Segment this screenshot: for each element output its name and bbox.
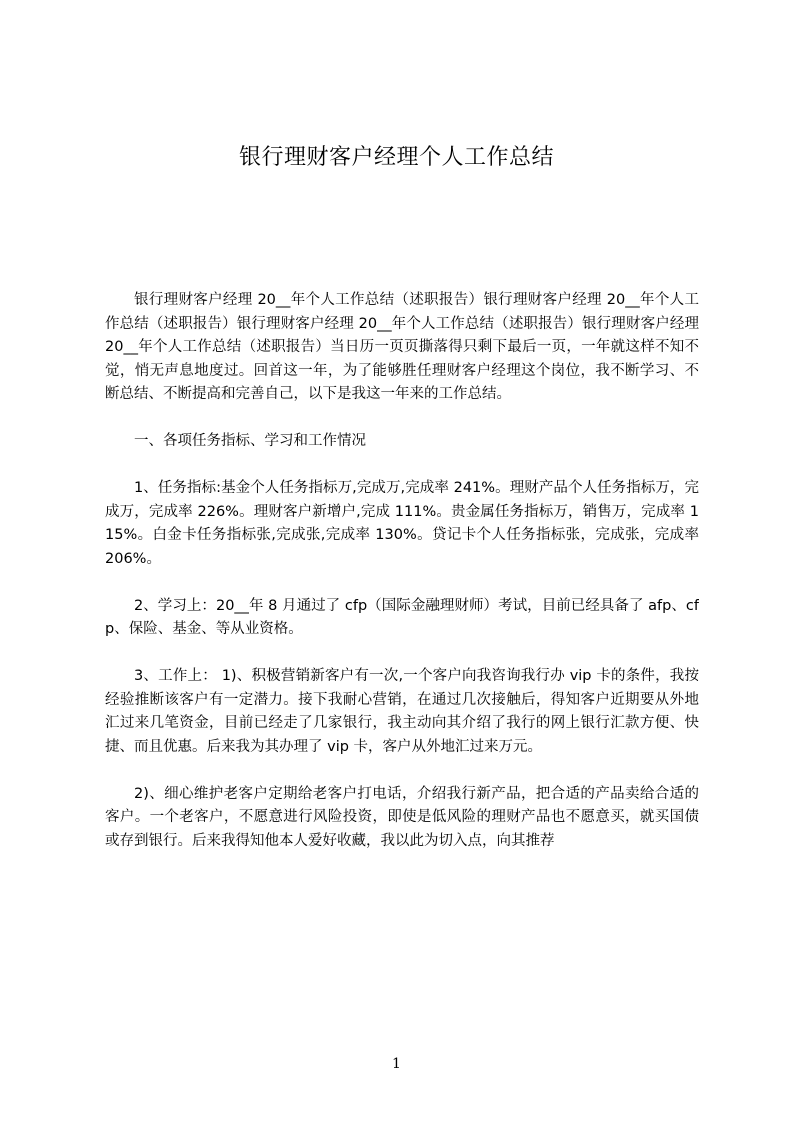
document-title: 银行理财客户经理个人工作总结 — [238, 145, 554, 170]
study-paragraph: 2、学习上：20__年 8 月通过了 cfp（国际金融理财师）考试，目前已经具备了 afp、cfp、保险、基金、等从业资格。 — [105, 597, 699, 637]
work-paragraph: 3、工作上： 1)、积极营销新客户有一次,一个客户向我咨询我行办 vip 卡的条件，我按经验推断该客户有一定潜力。接下我耐心营销，在通过几次接触后，得知客户近期要从外地汇过来几笔资金，目前已经走了几家银行，我主动向其介绍了我行的网上银行汇款方便、快捷、而且优惠。后来我为其办理了 vip 卡，客户从外地汇过来万元。 — [105, 668, 699, 755]
task-indicators-paragraph: 1、任务指标:基金个人任务指标万,完成万,完成率 241%。理财产品个人任务指标万，完成万，完成率 226%。理财客户新增户,完成 111%。贵金属任务指标万，销售万，完成率 115%。白金卡任务指标张,完成张,完成率 130%。贷记卡个人任务指标张，完成张，完成率 206%。 — [105, 480, 699, 567]
document-body — [105, 289, 699, 1009]
intro-paragraph: 银行理财客户经理 20__年个人工作总结（述职报告）银行理财客户经理 20__年个人工作总结（述职报告）银行理财客户经理 20__年个人工作总结（述职报告）银行理财客户经理 20__年个人工作总结（述职报告）当日历一页页撕落得只剩下最后一页，一年就这样不知不觉，悄无声息地度过。回首这一年，为了能够胜任理财客户经理这个岗位，我不断学习、不断总结、不断提高和完善自己，以下是我这一年来的工作总结。 — [105, 292, 699, 402]
section-heading: 一、各项任务指标、学习和工作情况 — [134, 433, 366, 449]
page-number: 1 — [392, 1056, 401, 1072]
client-maintenance-paragraph: 2)、细心维护老客户定期给老客户打电话，介绍我行新产品，把合适的产品卖给合适的客户。一个老客户，不愿意进行风险投资，即使是低风险的理财产品也不愿意买，就买国债或存到银行。后来我得知他本人爱好收藏，我以此为切入点，向其推荐 — [105, 785, 699, 849]
